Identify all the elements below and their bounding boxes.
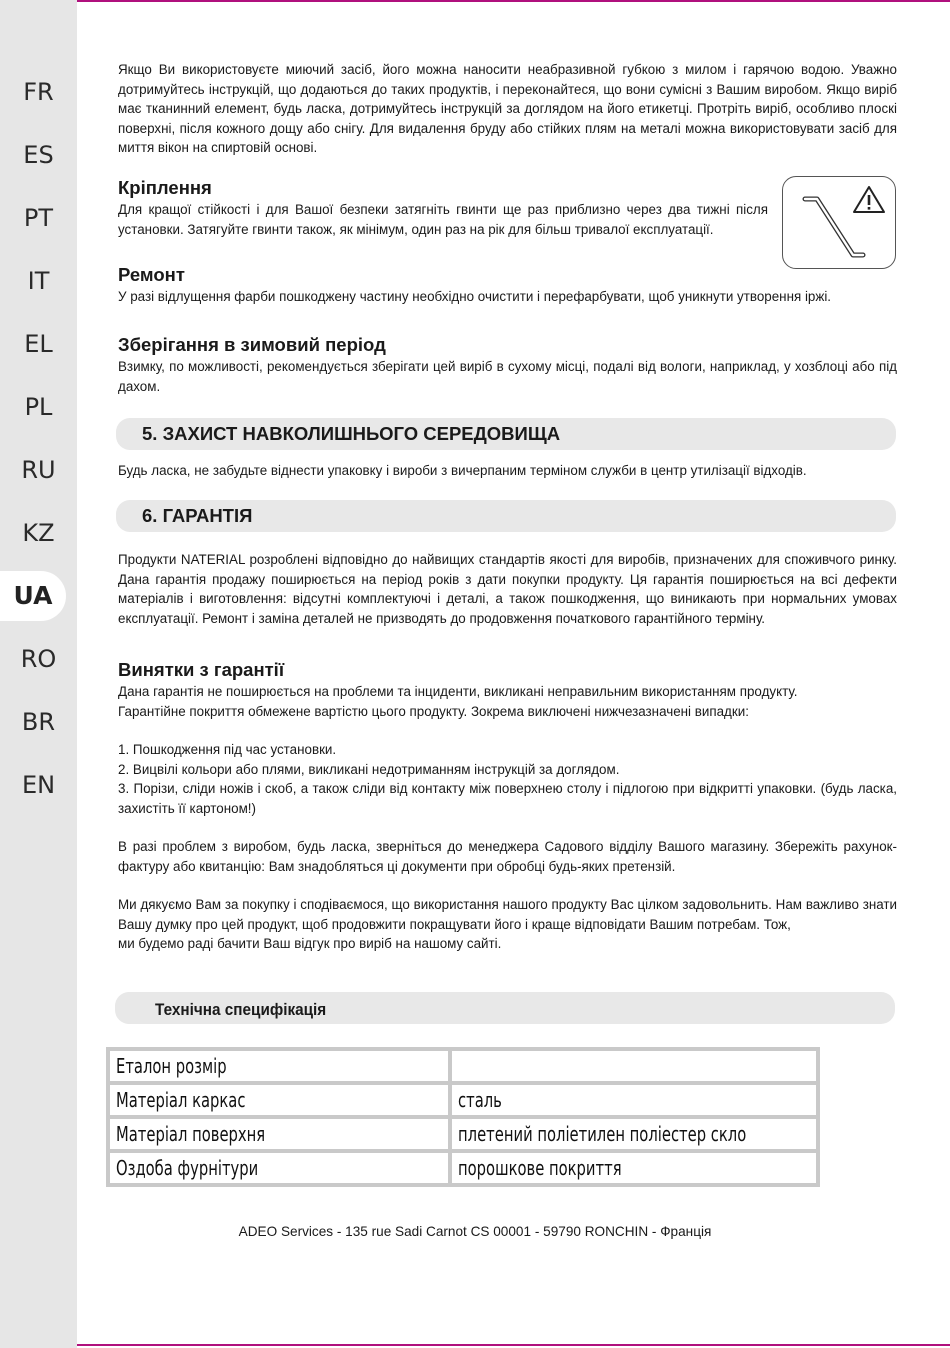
top-accent-line bbox=[77, 0, 950, 2]
lang-es[interactable]: ES bbox=[23, 141, 54, 169]
environment-heading: 5. ЗАХИСТ НАВКОЛИШНЬОГО СЕРЕДОВИЩА bbox=[142, 423, 561, 444]
spec-heading: Технічна специфікація bbox=[155, 1000, 327, 1019]
table-row bbox=[110, 1051, 816, 1081]
lang-ro[interactable]: RO bbox=[20, 645, 57, 673]
language-sidebar bbox=[0, 0, 77, 1348]
warning-icon bbox=[854, 187, 884, 212]
fixing-text: Для кращої стійкості і для Вашої безпеки затягніть гвинти ще раз приблизно через два тижні після установки. Затягуйте гвинти також, як мінімум, один раз на рік для більш тривалої експлуатації. bbox=[118, 202, 768, 237]
spec-value: сталь bbox=[452, 1085, 816, 1115]
lang-ua-active[interactable]: UA bbox=[0, 571, 66, 621]
exceptions-heading: Винятки з гарантії bbox=[118, 659, 285, 680]
spec-heading-band bbox=[115, 992, 895, 1024]
lang-pt[interactable]: PT bbox=[23, 204, 54, 232]
repair-text: У разі відлущення фарби пошкоджену частину необхідно очистити і перефарбувати, щоб уникнути утворення іржі. bbox=[118, 289, 832, 304]
lang-kz[interactable]: KZ bbox=[22, 519, 55, 547]
spec-label: Еталон розмір bbox=[110, 1051, 448, 1081]
thanks-text: Ми дякуємо Вам за покупку і сподіваємося, що використання нашого продукту Вас цілком задовольнить. Нам важливо знати Вашу думку про цей продукт, щоб продовжити покращувати його і краще відповідати Вашим потребам. Тож, bbox=[118, 897, 897, 932]
table-row bbox=[110, 1085, 816, 1115]
warranty-text: Продукти NATERIAL розроблені відповідно до найвищих стандартів якості для виробів, призначених для споживчого ринку. Дана гарантія продажу поширюється на період років з дати покупки продукту. Ця гарантія поширюється на всі дефекти матеріалів і виготовлення: відсутні комплектуючі і деталі, а також пошкодження, що виникають при нормальних умовах експлуатації. Ремонт і заміна деталей не призводять до продовження початкового гарантійного терміну. bbox=[118, 552, 897, 626]
winter-section bbox=[118, 333, 897, 396]
winter-text: Взимку, по можливості, рекомендується зберігати цей виріб в сухому місці, подалі від вологи, наприклад, у хозблоці або під дахом. bbox=[118, 359, 897, 394]
lang-it[interactable]: IT bbox=[27, 267, 50, 295]
environment-heading-band bbox=[116, 418, 896, 450]
lang-el[interactable]: EL bbox=[24, 330, 53, 358]
list-item: 3. Порізи, сліди ножів і скоб, а також сліди від контакту між поверхнею столу і підлогою при відкритті упаковки. (будь ласка, захистіть її картоном!) bbox=[118, 781, 897, 816]
repair-section bbox=[118, 263, 897, 307]
fixing-heading: Кріплення bbox=[118, 177, 212, 198]
warranty-heading: 6. ГАРАНТІЯ bbox=[142, 505, 253, 526]
spec-value: порошкове покриття bbox=[452, 1153, 816, 1183]
lang-ru[interactable]: RU bbox=[21, 456, 56, 484]
spec-label: Оздоба фурнітури bbox=[110, 1153, 448, 1183]
lang-br[interactable]: BR bbox=[21, 708, 56, 736]
spec-value bbox=[452, 1051, 816, 1081]
table-row bbox=[110, 1119, 816, 1149]
repair-heading: Ремонт bbox=[118, 264, 185, 285]
problems-text: В разі проблем з виробом, будь ласка, зверніться до менеджера Садового відділу Вашого магазину. Збережіть рахунок-фактуру або квитанцію: Вам знадобляться ці документи при обробці будь-яких претензій. bbox=[118, 839, 897, 874]
lang-fr[interactable]: FR bbox=[23, 78, 54, 106]
warranty-heading-band bbox=[116, 500, 896, 532]
lang-en[interactable]: EN bbox=[21, 771, 56, 799]
fixing-section bbox=[118, 176, 768, 239]
warranty-section bbox=[118, 550, 897, 628]
environment-text: Будь ласка, не забудьте віднести упаковку і вироби з вичерпаним терміном служби в центр утилізації відходів. bbox=[118, 463, 807, 478]
list-item: 2. Вицвілі кольори або плями, викликані недотриманням інструкцій за доглядом. bbox=[118, 761, 620, 777]
tool-warning-box bbox=[782, 176, 896, 269]
spec-label: Матеріал каркас bbox=[110, 1085, 448, 1115]
care-intro: Якщо Ви використовуєте миючий засіб, його можна наносити неабразивной губкою з милом і гарячою водою. Уважно дотримуйтесь інструкцій, що додаються до таких продуктів, і переконайтеся, що вони сумісні з Вашим виробом. Якщо виріб має тканинний елемент, будь ласка, дотримуйтесь інструкцій за доглядом на його етикетці. Протріть виріб, особливо плоскі поверхні, після кожного дощу або снігу. Для видалення бруду або стійких плям на металі можна використовувати засіб для миття вікон на спиртовій основі. bbox=[118, 62, 897, 155]
spec-value: плетений поліетилен поліестер скло bbox=[452, 1119, 816, 1149]
allen-key-icon bbox=[783, 177, 895, 268]
exceptions-intro-1: Дана гарантія не поширюється на проблеми та інциденти, викликані неправильним використанням продукту. bbox=[118, 684, 798, 699]
spec-label: Матеріал поверхня bbox=[110, 1119, 448, 1149]
list-item: 1. Пошкодження під час установки. bbox=[118, 742, 337, 757]
table-row bbox=[110, 1153, 816, 1183]
winter-heading: Зберігання в зимовий період bbox=[118, 334, 386, 355]
spec-table bbox=[106, 1047, 820, 1187]
footer-address: ADEO Services - 135 rue Sadi Carnot CS 00001 - 59790 RONCHIN - Франція bbox=[238, 1224, 712, 1239]
care-intro-block bbox=[118, 60, 897, 158]
exceptions-intro-2: Гарантійне покриття обмежене вартістю цього продукту. Зокрема виключені нижчезазначені випадки: bbox=[118, 703, 749, 719]
exceptions-list bbox=[118, 740, 897, 818]
environment-section bbox=[118, 461, 897, 481]
exceptions-section bbox=[118, 658, 897, 954]
lang-pl[interactable]: PL bbox=[24, 393, 53, 421]
bottom-accent-line bbox=[77, 1344, 950, 1346]
thanks-text-2: ми будемо раді бачити Ваш відгук про виріб на нашому сайті. bbox=[118, 936, 502, 951]
